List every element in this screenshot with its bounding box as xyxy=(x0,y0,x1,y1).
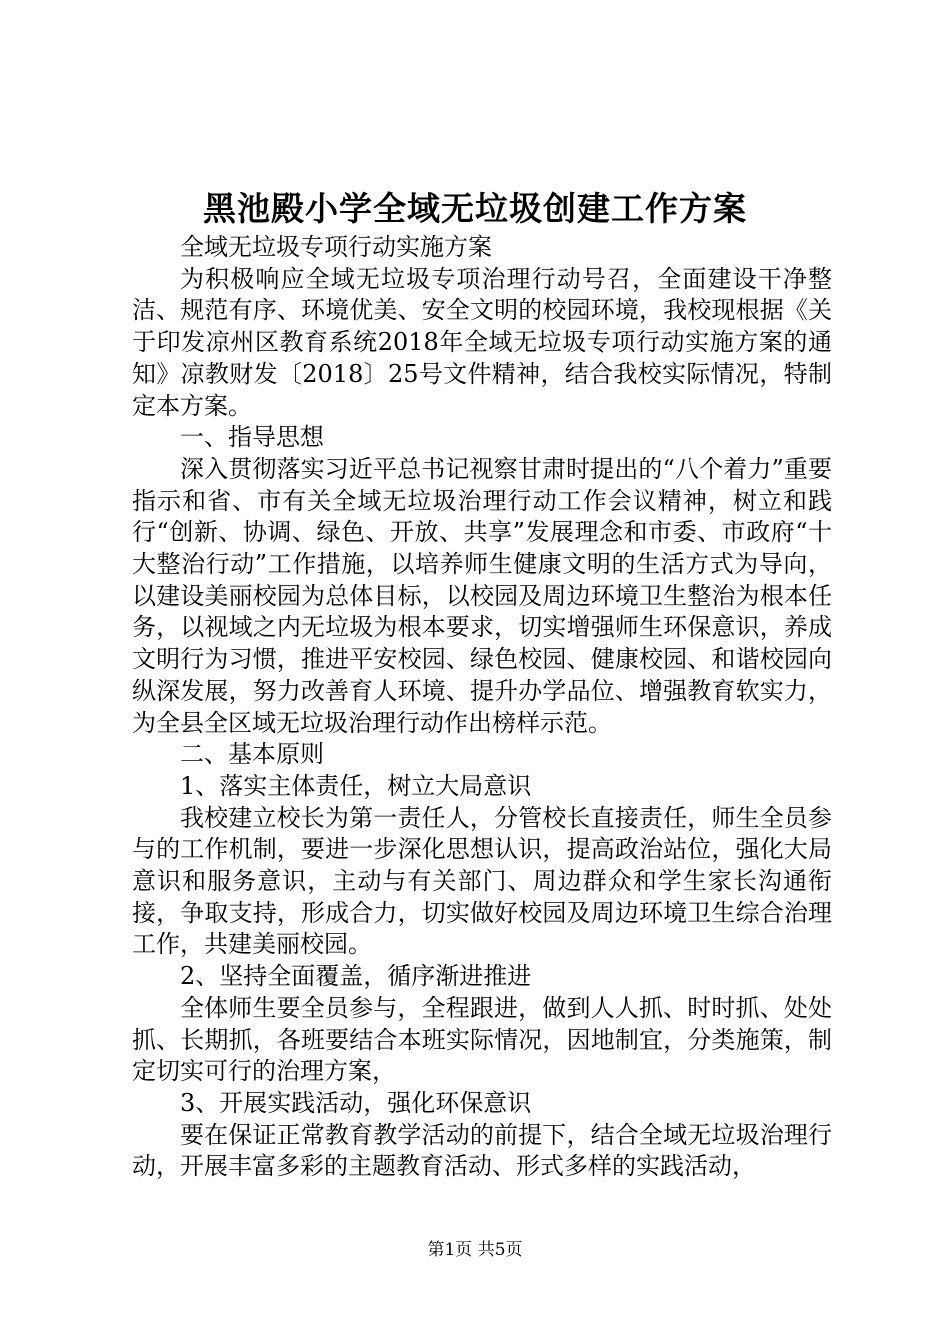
page-footer: 第1页 共5页 xyxy=(427,1240,523,1260)
paragraph-guiding-thought: 深入贯彻落实习近平总书记视察甘肃时提出的“八个着力”重要指示和省、市有关全域无垃圾治理行动工作会议精神，树立和践行“创新、协调、绿色、开放、共享”发展理念和市委、市政府“十大整治行动”工作措施，以培养师生健康文明的生活方式为导向，以建设美丽校园为总体目标，以校园及周边环境卫生整治为根本任务，以视域之内无垃圾为根本要求，切实增强师生环保意识，养成文明行为习惯，推进平安校园、绿色校园、健康校园、和谐校园向纵深发展，努力改善育人环境、提升办学品位、增强教育软实力，为全县全区域无垃圾治理行动作出榜样示范。 xyxy=(132,454,832,737)
section-heading-guiding-thought: 一、指导思想 xyxy=(180,423,324,452)
subheading-principle-2: 2、坚持全面覆盖，循序渐进推进 xyxy=(180,962,532,991)
subheading-principle-3: 3、开展实践活动，强化环保意识 xyxy=(180,1088,532,1117)
paragraph-principle-1: 我校建立校长为第一责任人，分管校长直接责任，师生全员参与的工作机制，要进一步深化思想认识，提高政治站位，强化大局意识和服务意识，主动与有关部门、周边群众和学生家长沟通衔接，争取支持，形成合力，切实做好校园及周边环境卫生综合治理工作，共建美丽校园。 xyxy=(132,803,832,959)
paragraph-principle-3: 要在保证正常教育教学活动的前提下，结合全域无垃圾治理行动，开展丰富多彩的主题教育活动、形式多样的实践活动， xyxy=(132,1120,832,1181)
document-title: 黑池殿小学全域无垃圾创建工作方案 xyxy=(203,189,747,228)
paragraph-intro: 为积极响应全域无垃圾专项治理行动号召，全面建设干净整洁、规范有序、环境优美、安全文明的校园环境，我校现根据《关于印发凉州区教育系统2018年全域无垃圾专项行动实施方案的通知》凉教财发〔2018〕25号文件精神，结合我校实际情况，特制定本方案。 xyxy=(132,264,832,420)
paragraph-principle-2: 全体师生要全员参与，全程跟进，做到人人抓、时时抓、处处抓、长期抓，各班要结合本班实际情况，因地制宜，分类施策，制定切实可行的治理方案， xyxy=(132,993,832,1086)
section-heading-basic-principles: 二、基本原则 xyxy=(180,740,324,769)
paragraph-subtitle: 全域无垃圾专项行动实施方案 xyxy=(180,233,492,261)
subheading-principle-1: 1、落实主体责任，树立大局意识 xyxy=(180,771,532,800)
document-body xyxy=(132,232,832,1183)
